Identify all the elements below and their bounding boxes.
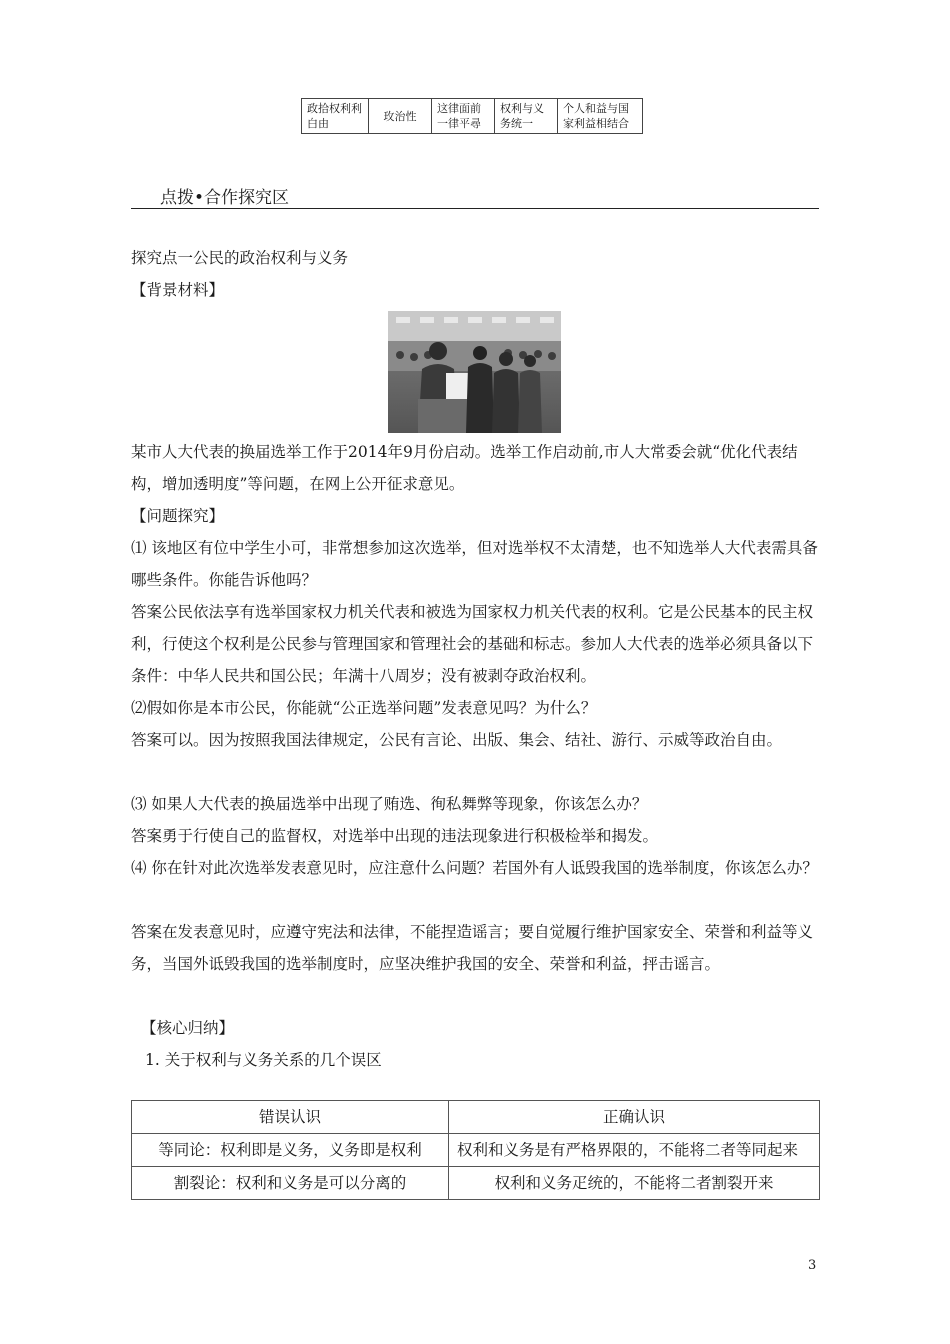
comparison-table <box>131 1100 820 1200</box>
table-cell: 权利和义务疋统的，不能将二者割裂开来 <box>449 1167 820 1200</box>
table-cell: 权利和义务是有严格界限的，不能将二者等同起来 <box>449 1134 820 1167</box>
question-2: ⑵假如你是本市公民，你能就“公正选举问题”发表意见吗？为什么？ <box>131 699 597 717</box>
background-text: 某市人大代表的换届选举工作于2014年9月份启动。选举工作启动前,市人大常委会就“优化代表结构，增加透明度”等问题，在网上公开征求意见。 <box>131 443 798 493</box>
answer-2: 答案可以。因为按照我国法律规定，公民有言论、出版、集会、结社、游行、示威等政治自由。 <box>131 731 783 749</box>
answer-4: 答案在发表意见时，应遵守宪法和法律，不能捏造谣言；要自觉履行维护国家安全、荣誉和利益等义务，当国外诋毁我国的选举制度时，应坚决维护我国的安全、荣誉和利益，抨击谣言。 <box>131 923 814 973</box>
section-divider <box>131 208 819 209</box>
point-1: 1. 关于权利与义务关系的几个误区 <box>145 1051 382 1069</box>
summary-table <box>301 98 643 134</box>
question-label: 【问题探究】 <box>131 507 225 525</box>
background-label: 【背景材料】 <box>131 281 225 299</box>
question-1: ⑴ 该地区有位中学生小可，非常想参加这次选举，但对选举权不太清楚，也不知选举人大代表需具备哪些条件。你能告诉他吗？ <box>131 539 818 589</box>
page-number: 3 <box>808 1258 817 1273</box>
election-photo <box>388 311 561 433</box>
summary-cell: 个人和益与国家利益相结合 <box>558 99 643 134</box>
header-wrong: 错误认识 <box>132 1101 449 1134</box>
summary-cell: 政拾权利利白由 <box>302 99 369 134</box>
question-3: ⑶ 如果人大代表的换届选举中出现了贿选、徇私舞弊等现象，你该怎么办？ <box>131 795 648 813</box>
section-title: 点拨•合作探究区 <box>160 188 290 208</box>
header-correct: 正确认识 <box>449 1101 820 1134</box>
core-label: 【核心归纳】 <box>141 1019 235 1037</box>
table-cell: 等同论：权利即是义务，义务即是权利 <box>132 1134 449 1167</box>
answer-3: 答案勇于行使自己的监督权，对选举中出现的违法现象进行积极检举和揭发。 <box>131 827 659 845</box>
summary-cell: 玫治性 <box>369 99 432 134</box>
probe-title: 探究点一公民的政治权利与义务 <box>131 249 349 267</box>
table-cell: 割裂论：权利和义务是可以分离的 <box>132 1167 449 1200</box>
question-4: ⑷ 你在针对此次选举发表意见时，应注意什么问题？若国外有人诋毁我国的选举制度，你该怎么办？ <box>131 859 818 877</box>
summary-cell: 这律面前一律平尋 <box>432 99 495 134</box>
answer-1: 答案公民依法享有选举国家权力机关代表和被选为国家权力机关代表的权利。它是公民基本的民主权利，行使这个权利是公民参与管理国家和管理社会的基础和标志。参加人大代表的选举必须具备以下条件：中华人民共和国公民；年满十八周岁；没有被剥夺政治权利。 <box>131 603 814 685</box>
summary-cell: 权利与义务统一 <box>495 99 558 134</box>
